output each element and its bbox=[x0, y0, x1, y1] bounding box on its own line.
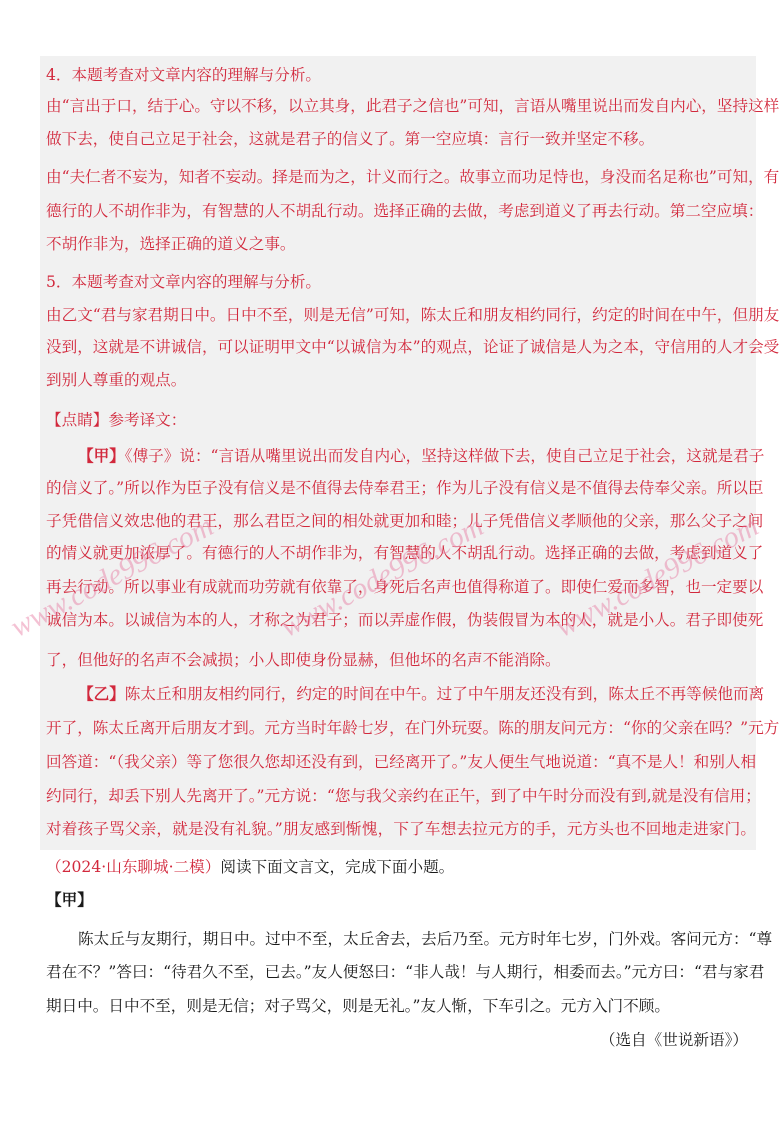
q4-line: 不胡作非为，选择正确的道义之事。 bbox=[46, 235, 296, 253]
jia-translation-line bbox=[78, 446, 765, 466]
dianjing-text: 参考译文： bbox=[108, 411, 187, 429]
watermark: www.code996.com bbox=[5, 509, 219, 644]
q4-line: 由“言出于口，结于心。守以不移，以立其身，此君子之信也”可知，言语从嘴里说出而发自内心，坚持这样 bbox=[46, 97, 780, 115]
jia-translation-text: 《傅子》说：“言语从嘴里说出而发自内心，坚持这样做下去，使自己立足于社会，这就是君子 bbox=[124, 447, 765, 465]
question-prompt: 阅读下面文言文，完成下面小题。 bbox=[220, 858, 455, 876]
question-header bbox=[46, 857, 756, 877]
yi-translation-text: 陈太丘和朋友相约同行，约定的时间在中午。过了中午朋友还没有到，陈太丘不再等候他而离 bbox=[124, 685, 765, 703]
q4-line: 由“夫仁者不妄为，知者不妄动。择是而为之，计义而行之。故事立而功足恃也，身没而名足称也”可知，有 bbox=[46, 168, 780, 186]
q5-line: 由乙文“君与家君期日中。日中不至，则是无信”可知，陈太丘和朋友相约同行，约定的时间在中午，但朋友 bbox=[46, 306, 780, 324]
dianjing-line bbox=[46, 410, 756, 430]
q4-line: 做下去，使自己立足于社会，这就是君子的信义了。第一空应填：言行一致并坚定不移。 bbox=[46, 130, 655, 148]
jia-translation-line: 再去行动。所以事业有成就而功劳就有依靠了，身死后名声也值得称道了。即使仁爱而多智，也一定要以 bbox=[46, 578, 764, 596]
yi-translation-line: 约同行，却丢下别人先离开了。”元方说：“您与我父亲约在正午，到了中午时分而没有到,就是没有信用； bbox=[46, 787, 761, 805]
q5-line: 到别人尊重的观点。 bbox=[46, 371, 187, 389]
jia-translation-line: 诚信为本。以诚信为本的人，才称之为君子；而以弄虚作假，伪装假冒为本的人，就是小人。君子即使死 bbox=[46, 611, 764, 629]
jia-translation-line: 子凭借信义效忠他的君王，那么君臣之间的相处就更加和睦；儿子凭借信义孝顺他的父亲，那么父子之间 bbox=[46, 512, 764, 530]
q4-line: 德行的人不胡作非为，有智慧的人不胡乱行动。选择正确的去做，考虑到道义了再去行动。第二空应填： bbox=[46, 202, 764, 220]
classical-text-line: 陈太丘与友期行，期日中。过中不至，太丘舍去，去后乃至。元方时年七岁，门外戏。客问元方：“尊 bbox=[78, 930, 773, 948]
dianjing-label: 【点睛】 bbox=[46, 411, 109, 429]
yi-translation-line: 开了，陈太丘离开后朋友才到。元方当时年龄七岁，在门外玩耍。陈的朋友问元方：“你的父亲在吗？”元方 bbox=[46, 719, 780, 737]
question-source: （2024·山东聊城·二模） bbox=[46, 858, 221, 876]
q5-line: 没到，这就是不讲诚信，可以证明甲文中“以诚信为本”的观点，论证了诚信是人为之本，守信用的人才会受 bbox=[46, 338, 780, 356]
classical-text-line: 君在不？”答曰：“待君久不至，已去。”友人便怒曰：“非人哉！与人期行，相委而去。”元方曰：“君与家君 bbox=[46, 963, 765, 981]
yi-translation-line: 对着孩子骂父亲，就是没有礼貌。”朋友感到惭愧，下了车想去拉元方的手，元方头也不回地走进家门。 bbox=[46, 820, 756, 838]
q5-heading: 5．本题考查对文章内容的理解与分析。 bbox=[46, 273, 322, 291]
yi-mark: 【乙】 bbox=[78, 684, 125, 703]
jia-translation-line: 了，但他好的名声不会减损；小人即使身份显赫，但他坏的名声不能消除。 bbox=[46, 651, 561, 669]
watermark: www.code996.com bbox=[275, 509, 489, 644]
jia-translation-line: 的信义了。”所以作为臣子没有信义是不值得去侍奉君王；作为儿子没有信义是不值得去侍奉父亲。所以臣 bbox=[46, 479, 764, 497]
yi-translation-line: 回答道：“（我父亲）等了您很久您却还没有到，已经离开了。”友人便生气地说道：“真不是人！和别人相 bbox=[46, 753, 757, 771]
jia-mark: 【甲】 bbox=[78, 446, 125, 465]
q4-heading: 4．本题考查对文章内容的理解与分析。 bbox=[46, 66, 322, 84]
classical-text-line: 期日中。日中不至，则是无信；对子骂父，则是无礼。”友人惭，下车引之。元方入门不顾。 bbox=[46, 997, 670, 1015]
watermark: www.code996.com bbox=[550, 509, 764, 644]
citation: （选自《世说新语》） bbox=[599, 1031, 748, 1049]
question-jia-label: 【甲】 bbox=[46, 890, 93, 909]
yi-translation-line bbox=[78, 684, 765, 704]
jia-translation-line: 的情义就更加浓厚了。有德行的人不胡作非为，有智慧的人不胡乱行动。选择正确的去做，考虑到道义了 bbox=[46, 544, 764, 562]
